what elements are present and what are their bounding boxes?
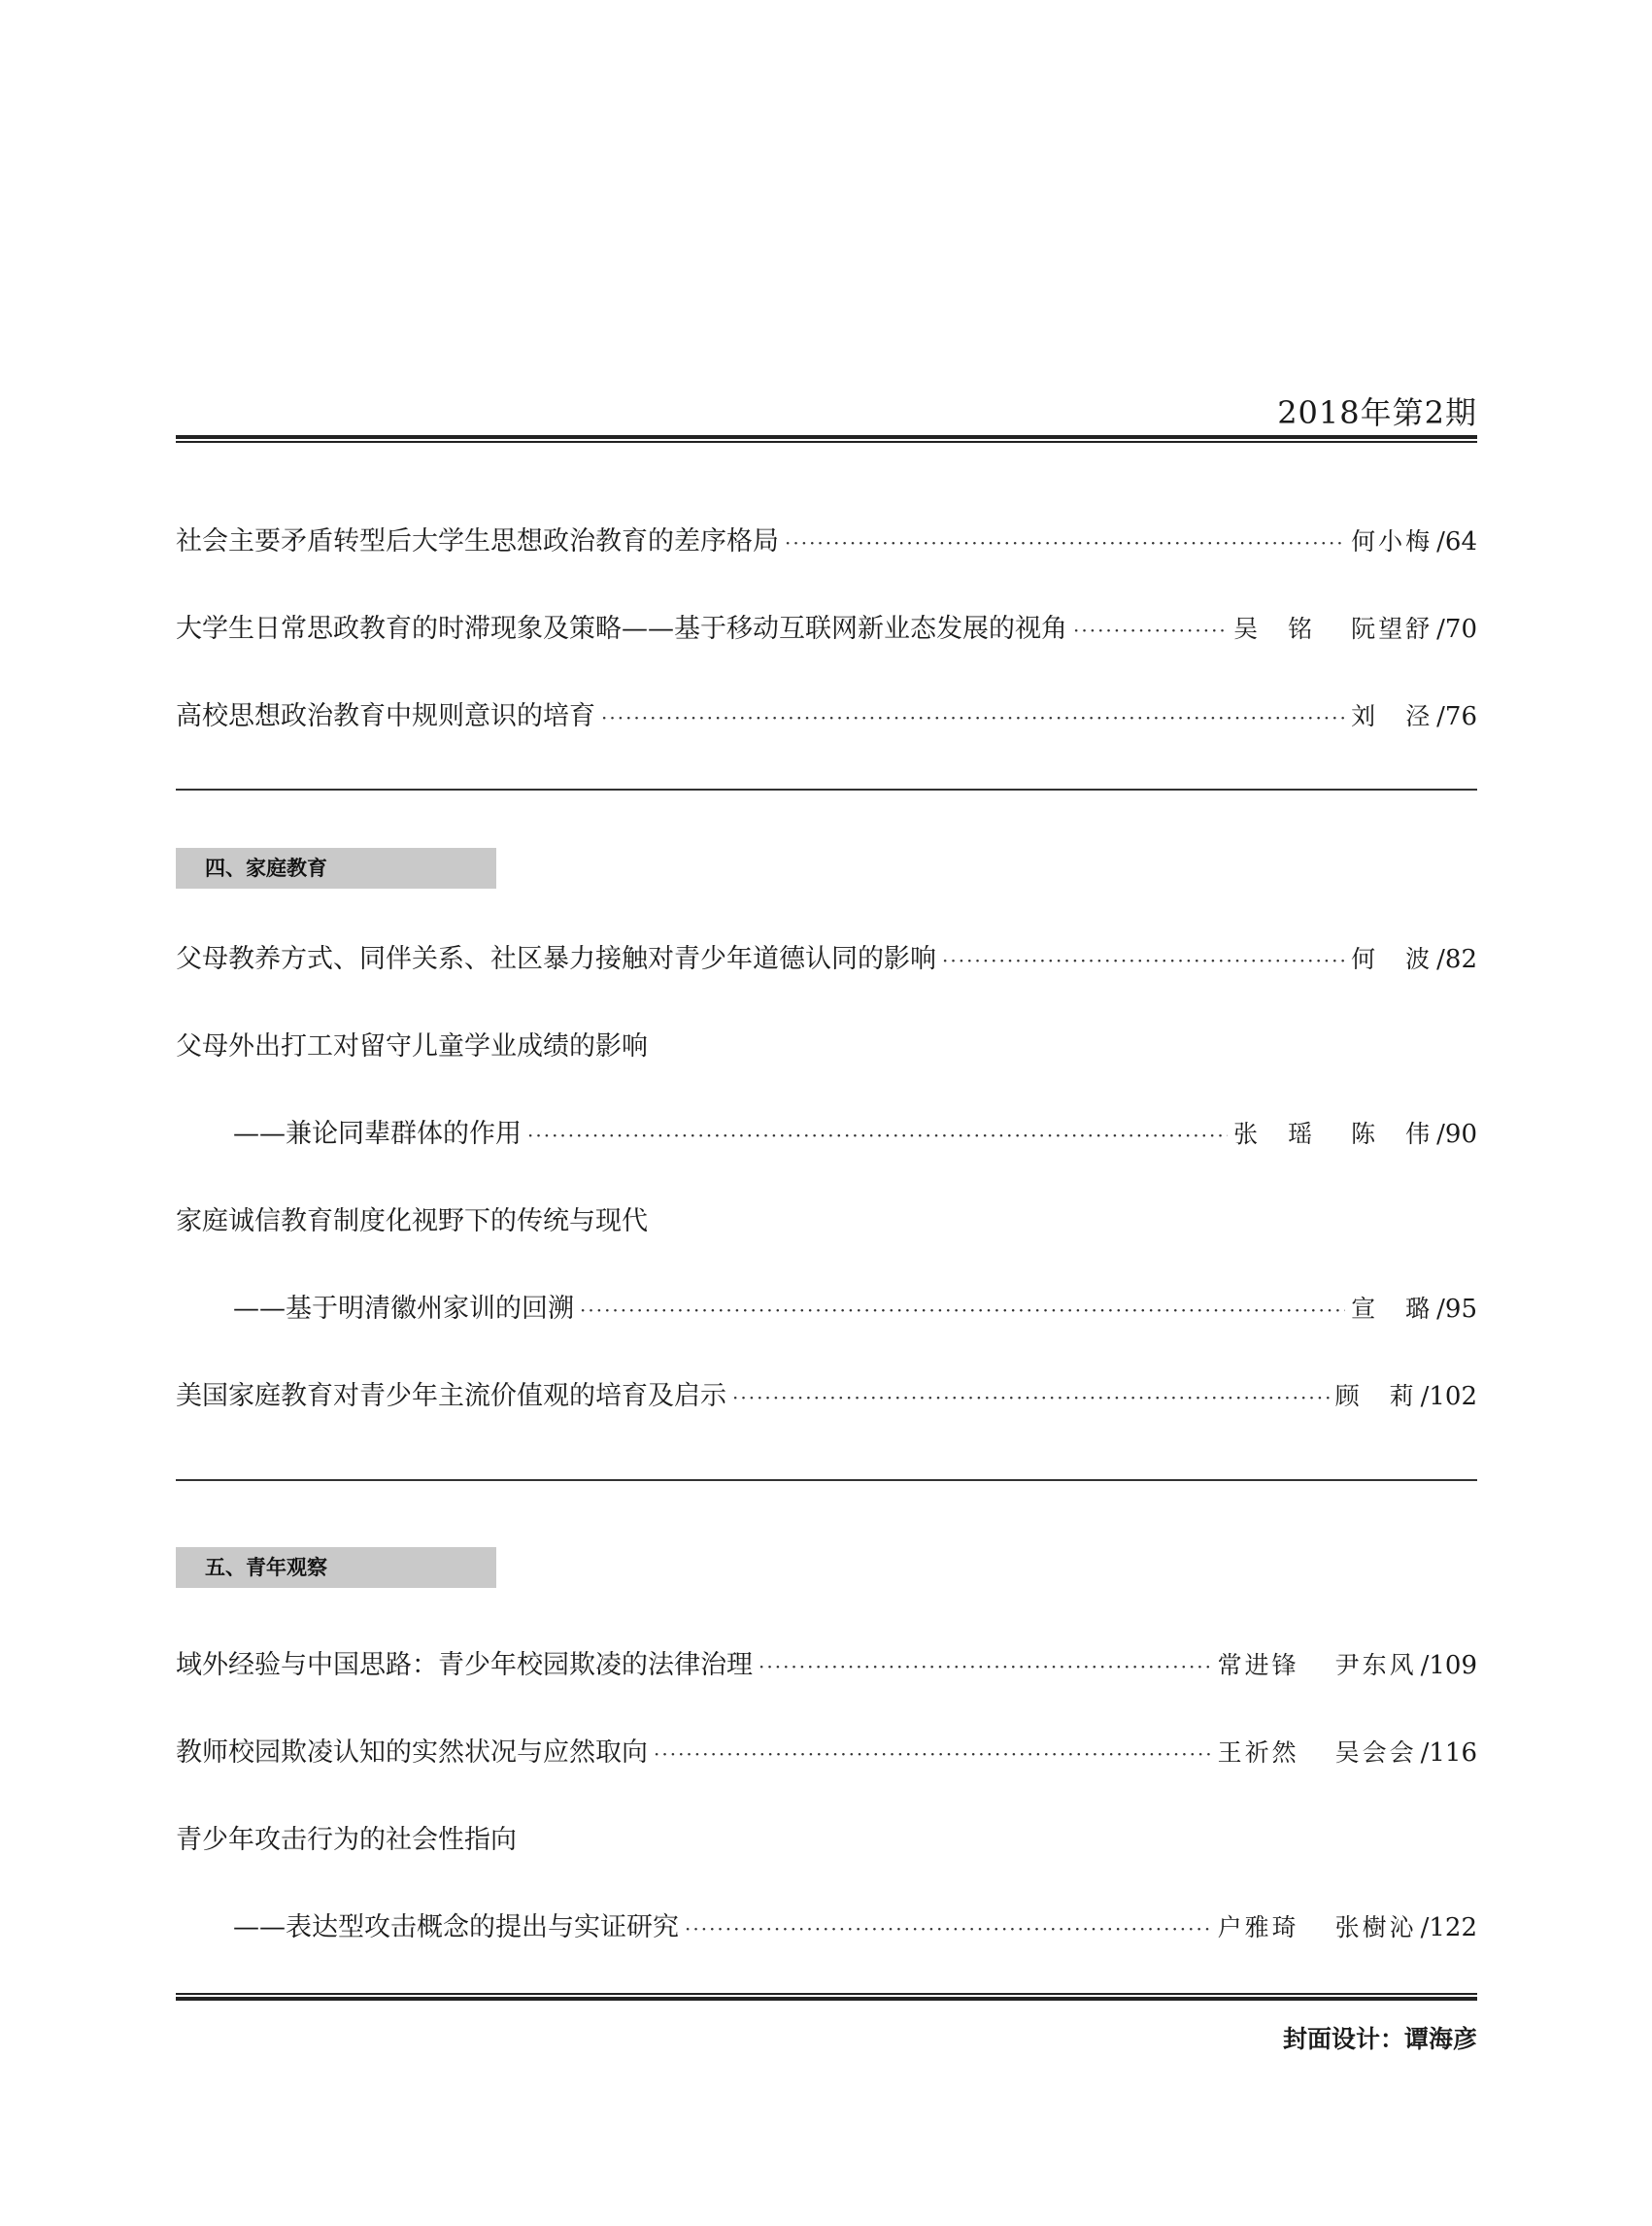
footer-rule [176, 1993, 1477, 2001]
leader-dots [654, 1742, 1212, 1766]
author: 阮望舒 [1351, 615, 1433, 643]
author: 户雅琦 [1217, 1913, 1299, 1941]
author: 宣 璐 [1351, 1295, 1433, 1323]
author: 常进锋 [1217, 1651, 1299, 1679]
leader-dots [685, 1917, 1212, 1940]
author: 陈 伟 [1351, 1120, 1433, 1148]
entry-title: 父母教养方式、同伴关系、社区暴力接触对青少年道德认同的影响 [176, 944, 936, 974]
author: 何小梅 [1351, 527, 1433, 556]
author: 何 波 [1351, 945, 1433, 973]
toc-entry-subtitle[interactable] [233, 1287, 1477, 1326]
toc-entry[interactable] [176, 1374, 1477, 1413]
toc-entry-subtitle[interactable] [233, 1906, 1477, 1944]
leader-dots [580, 1298, 1345, 1322]
author: 张樹沁 [1334, 1913, 1417, 1941]
leader-dots [527, 1124, 1228, 1147]
section-divider [176, 789, 1477, 791]
toc-entry[interactable] [176, 1643, 1477, 1682]
leader-dots [759, 1655, 1212, 1678]
entry-authors [1351, 1290, 1433, 1325]
entry-page: /102 [1420, 1382, 1477, 1411]
entry-title[interactable]: 青少年攻击行为的社会性指向 [176, 1825, 517, 1855]
entry-authors [1233, 610, 1433, 645]
entry-page: /76 [1436, 702, 1477, 731]
issue-number: 2018年第2期 [1277, 394, 1477, 431]
author: 顾 莉 [1334, 1382, 1417, 1410]
toc-entry[interactable] [176, 694, 1477, 733]
entry-subtitle: ——基于明清徽州家训的回溯 [233, 1294, 574, 1324]
section-heading: 五、青年观察 [176, 1547, 496, 1588]
section-divider [176, 1479, 1477, 1481]
entry-page: /116 [1420, 1738, 1477, 1768]
entry-title: 教师校园欺凌认知的实然状况与应然取向 [176, 1737, 648, 1768]
entry-title[interactable]: 父母外出打工对留守儿童学业成绩的影响 [176, 1031, 648, 1062]
author: 刘 泾 [1351, 702, 1433, 730]
entry-page: /64 [1436, 527, 1477, 556]
header-rule [176, 435, 1477, 443]
toc-entry[interactable] [176, 607, 1477, 646]
cover-design-credit: 封面设计：谭海彦 [1282, 2025, 1477, 2053]
entry-page: /82 [1436, 945, 1477, 974]
author: 王祈然 [1217, 1738, 1299, 1767]
entry-title: 社会主要矛盾转型后大学生思想政治教育的差序格局 [176, 526, 779, 556]
toc-entry[interactable] [176, 937, 1477, 976]
entry-title: 美国家庭教育对青少年主流价值观的培育及启示 [176, 1381, 726, 1411]
toc-entry[interactable] [176, 1731, 1477, 1770]
entry-page: /95 [1436, 1295, 1477, 1324]
entry-authors [1335, 1377, 1417, 1412]
entry-authors [1351, 940, 1433, 975]
entry-page: /109 [1420, 1651, 1477, 1680]
entry-title: 大学生日常思政教育的时滞现象及策略——基于移动互联网新业态发展的视角 [176, 614, 1067, 644]
author: 张 瑶 [1233, 1120, 1316, 1148]
entry-subtitle: ——兼论同辈群体的作用 [233, 1119, 522, 1149]
entry-authors [1351, 523, 1433, 557]
entry-page: /70 [1436, 615, 1477, 644]
author: 尹东风 [1334, 1651, 1417, 1679]
leader-dots [1073, 619, 1228, 642]
entry-title[interactable]: 家庭诚信教育制度化视野下的传统与现代 [176, 1206, 648, 1236]
leader-dots [785, 531, 1345, 555]
entry-subtitle: ——表达型攻击概念的提出与实证研究 [233, 1912, 679, 1942]
entry-page: /90 [1436, 1120, 1477, 1149]
entry-title: 域外经验与中国思路：青少年校园欺凌的法律治理 [176, 1650, 753, 1680]
toc-entry-subtitle[interactable] [233, 1112, 1477, 1151]
entry-title: 高校思想政治教育中规则意识的培育 [176, 701, 595, 731]
entry-authors [1218, 1908, 1417, 1943]
entry-page: /122 [1420, 1913, 1477, 1942]
section-heading: 四、家庭教育 [176, 848, 496, 889]
leader-dots [942, 949, 1345, 972]
toc-entry[interactable] [176, 520, 1477, 558]
leader-dots [601, 706, 1345, 729]
leader-dots [732, 1386, 1330, 1409]
entry-authors [1218, 1646, 1417, 1681]
author: 吴会会 [1334, 1738, 1417, 1767]
entry-authors [1351, 697, 1433, 732]
entry-authors [1233, 1115, 1433, 1150]
entry-authors [1218, 1734, 1417, 1769]
author: 吴 铭 [1233, 615, 1316, 643]
